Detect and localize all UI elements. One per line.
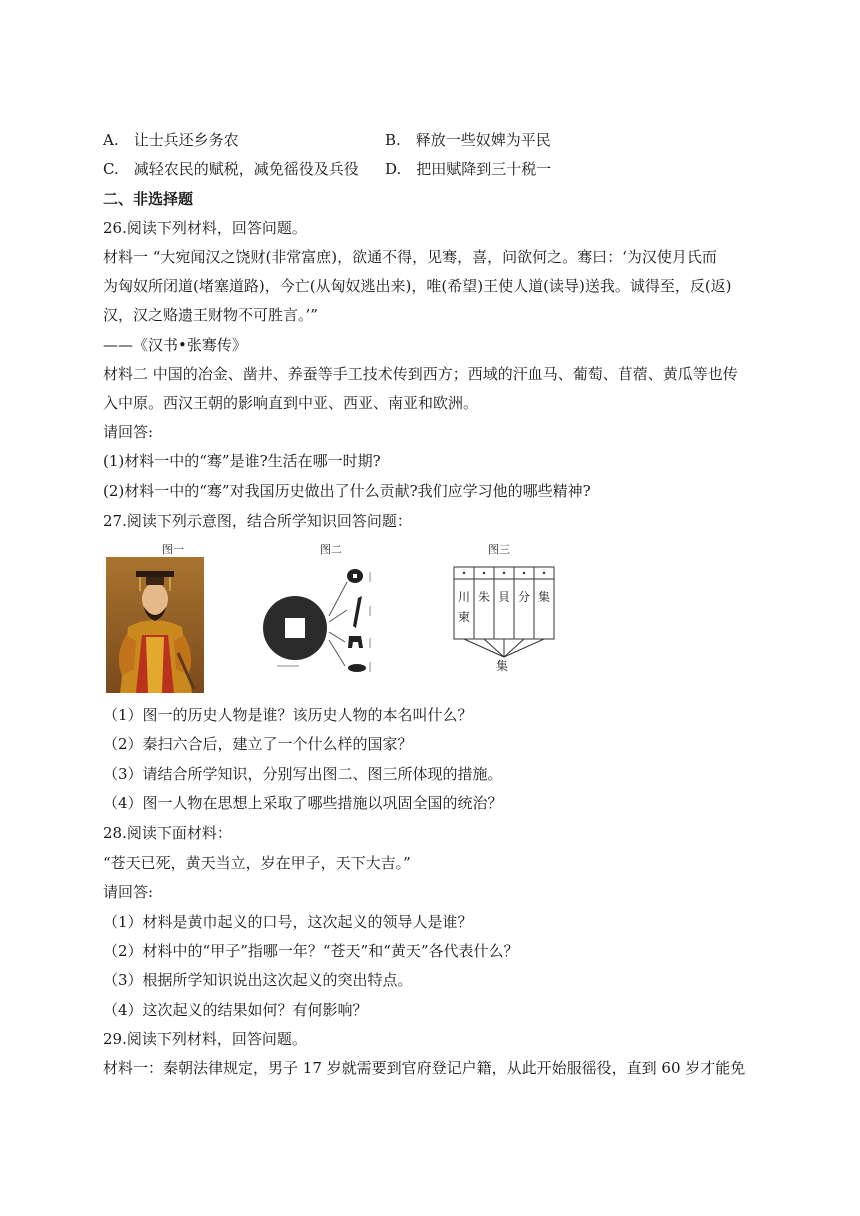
fig2-currency-diagram (255, 558, 405, 696)
fig3-bottom-glyph: 集 (496, 659, 509, 673)
fig3-script-table (452, 563, 557, 689)
q27-sub2: （2）秦扫六合后，建立了一个什么样的国家？ (103, 735, 413, 753)
q26-ask: 请回答: (103, 423, 154, 441)
fig3-glyph-6: 柬 (458, 610, 471, 624)
q28-sub1: （1）材料是黄巾起义的口号，这次起义的领导人是谁？ (103, 913, 473, 931)
fig3-glyph-4: 分 (518, 590, 531, 604)
q26-source: ——《汉书•张骞传》 (103, 336, 247, 354)
q28-sub4: （4）这次起义的结果如何？有何影响？ (103, 1001, 368, 1019)
q28-stem: 28.阅读下面材料： (103, 824, 232, 842)
fig3-glyph-3: 貝 (498, 590, 511, 604)
q26-material1-line1: 材料一 “大宛闻汉之饶财(非常富庶)，欲通不得，见骞，喜，问欲何之。骞曰：‘为汉使月氏而 (103, 248, 717, 266)
q29-material1-line1: 材料一：秦朝法律规定，男子 17 岁就需要到官府登记户籍，从此开始服徭役，直到 60 岁才能免 (103, 1059, 746, 1077)
q26-sub1: (1)材料一中的“骞”是谁?生活在哪一时期? (103, 452, 381, 470)
option-a: A. 让士兵还乡务农 (103, 131, 239, 149)
q26-material2-line2: 入中原。西汉王朝的影响直到中亚、西亚、南亚和欧洲。 (103, 394, 479, 412)
fig3-title: 图三 (488, 543, 510, 556)
q29-stem: 29.阅读下列材料，回答问题。 (103, 1030, 307, 1048)
q27-sub1: （1）图一的历史人物是谁？该历史人物的本名叫什么？ (103, 706, 473, 724)
q27-sub3: （3）请结合所学知识，分别写出图二、图三所体现的措施。 (103, 765, 503, 783)
q28-quote: “苍天已死，黄天当立，岁在甲子，天下大吉。” (103, 854, 411, 872)
fig2-title: 图二 (320, 543, 342, 556)
section-title: 二、非选择题 (103, 190, 194, 208)
q26-stem: 26.阅读下列材料，回答问题。 (103, 219, 307, 237)
option-b: B. 释放一些奴婢为平民 (385, 131, 551, 149)
fig1-portrait (106, 557, 204, 693)
option-d: D. 把田赋降到三十税一 (385, 160, 552, 178)
fig1-title: 图一 (162, 543, 184, 556)
q28-sub3: （3）根据所学知识说出这次起义的突出特点。 (103, 971, 413, 989)
fig3-glyph-2: 朱 (478, 590, 491, 604)
q26-material2-line1: 材料二 中国的冶金、凿井、养蚕等手工技术传到西方；西域的汗血马、葡萄、苜蓿、黄瓜等也传 (103, 365, 738, 383)
q26-material1-line2: 为匈奴所闭道(堵塞道路)，今亡(从匈奴逃出来)，唯(希望)王使人道(读导)送我。诚得至，反(返) (103, 277, 732, 295)
q28-ask: 请回答: (103, 883, 154, 901)
q27-sub4: （4）图一人物在思想上采取了哪些措施以巩固全国的统治？ (103, 794, 503, 812)
fig3-glyph-1: 川 (458, 590, 471, 604)
q26-material1-line3: 汉，汉之赂遗王财物不可胜言。’” (103, 306, 318, 324)
q28-sub2: （2）材料中的“甲子”指哪一年？“苍天”和“黄天”各代表什么？ (103, 942, 519, 960)
q26-sub2: (2)材料一中的“骞”对我国历史做出了什么贡献?我们应学习他的哪些精神? (103, 482, 591, 500)
q27-stem: 27.阅读下列示意图，结合所学知识回答问题： (103, 512, 412, 530)
fig3-glyph-5: 集 (538, 590, 551, 604)
option-c: C. 减轻农民的赋税，减免徭役及兵役 (103, 160, 359, 178)
